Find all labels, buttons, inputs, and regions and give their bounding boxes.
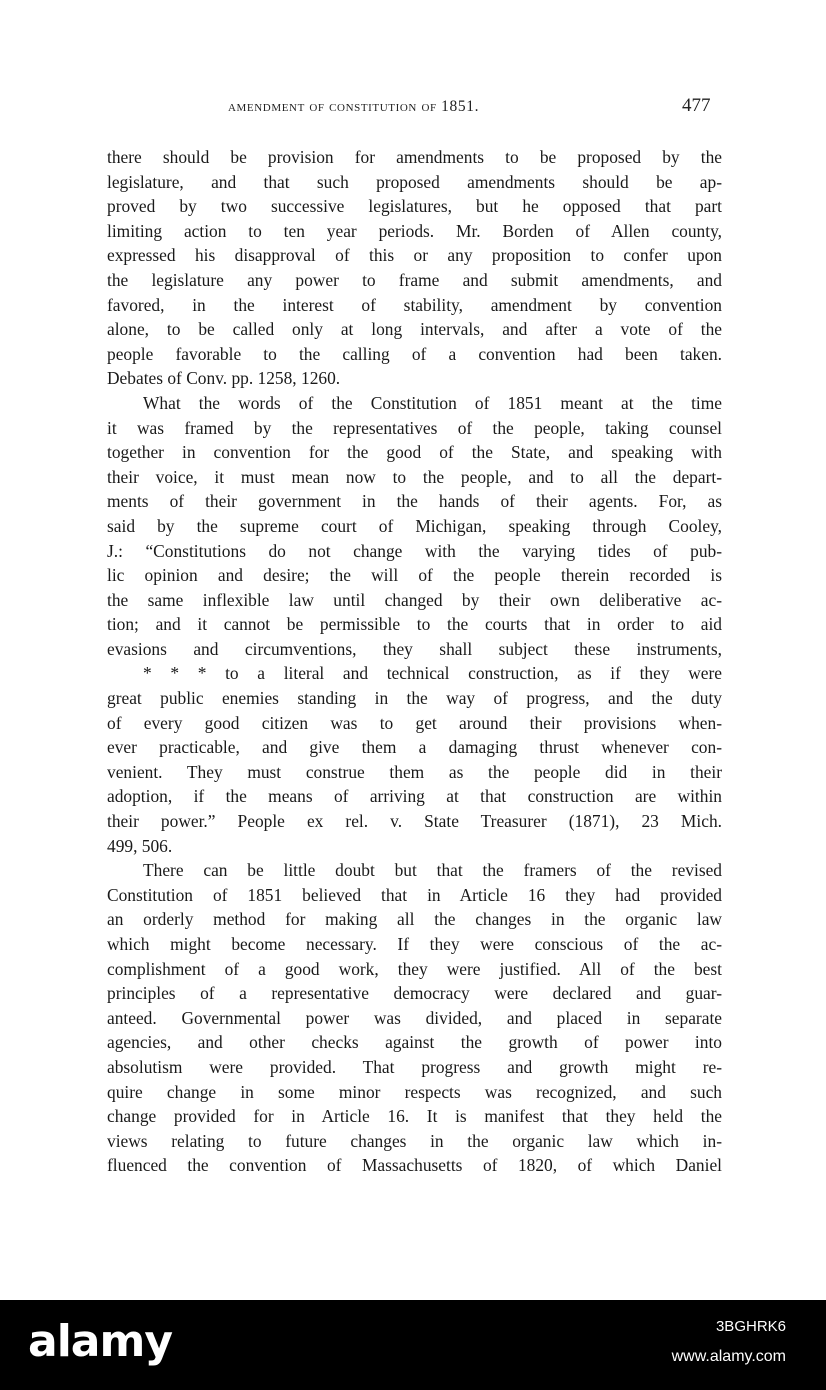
- text-line: ments of their government in the hands of their agents. For, as: [107, 491, 722, 512]
- text-line: lic opinion and desire; the will of the people therein recorded is: [107, 565, 722, 586]
- text-line: great public enemies standing in the way of progress, and the duty: [107, 688, 722, 709]
- page-number: 477: [682, 95, 711, 116]
- text-line: alone, to be called only at long intervals, and after a vote of the: [107, 319, 722, 340]
- text-line: the same inflexible law until changed by their own deliberative ac-: [107, 589, 722, 610]
- stock-watermark-bar: [0, 1300, 826, 1390]
- text-line: their voice, it must mean now to the people, and to all the depart-: [107, 466, 722, 487]
- text-line: evasions and circumventions, they shall subject these instruments,: [107, 638, 722, 659]
- text-line: ever practicable, and give them a damaging thrust whenever con-: [107, 737, 722, 758]
- text-line: expressed his disapproval of this or any proposition to confer upon: [107, 245, 722, 266]
- text-line: quire change in some minor respects was recognized, and such: [107, 1081, 722, 1102]
- text-line: tion; and it cannot be permissible to the courts that in order to aid: [107, 614, 722, 635]
- text-line: the legislature any power to frame and submit amendments, and: [107, 269, 722, 290]
- text-line: What the words of the Constitution of 1851 meant at the time: [143, 392, 722, 413]
- text-line: adoption, if the means of arriving at that construction are within: [107, 786, 722, 807]
- text-line: 499, 506.: [107, 835, 173, 856]
- image-id: 3BGHRK6: [715, 1318, 786, 1335]
- text-line: principles of a representative democracy were declared and guar-: [107, 983, 722, 1004]
- text-line: an orderly method for making all the changes in the organic law: [107, 909, 722, 930]
- text-line: complishment of a good work, they were justified. All of the best: [107, 958, 722, 979]
- text-line: together in convention for the good of the State, and speaking with: [107, 442, 722, 463]
- text-line: views relating to future changes in the organic law which in-: [107, 1130, 722, 1151]
- text-line: change provided for in Article 16. It is manifest that they held the: [107, 1106, 722, 1127]
- running-head: [0, 95, 826, 122]
- text-line: venient. They must construe them as the people did in their: [107, 761, 722, 782]
- running-title: amendment of constitution of 1851.: [228, 98, 480, 115]
- text-line: of every good citizen was to get around their provisions when-: [107, 712, 722, 733]
- alamy-logo: alamy: [28, 1316, 172, 1367]
- text-line: J.: “Constitutions do not change with the varying tides of pub-: [107, 540, 722, 561]
- text-line: which might become necessary. If they were conscious of the ac-: [107, 934, 722, 954]
- text-line: proved by two successive legislatures, but he opposed that part: [107, 196, 722, 217]
- stock-url: www.alamy.com: [671, 1348, 786, 1365]
- text-line: it was framed by the representatives of the people, taking counsel: [107, 417, 722, 438]
- text-line: anteed. Governmental power was divided, and placed in separate: [107, 1007, 722, 1028]
- text-line: Constitution of 1851 believed that in Article 16 they had provided: [107, 884, 722, 905]
- text-line: favored, in the interest of stability, amendment by convention: [107, 294, 722, 315]
- text-line: * * * to a literal and technical construction, as if they were: [143, 663, 722, 684]
- body-text: [107, 145, 722, 1178]
- text-line: Debates of Conv. pp. 1258, 1260.: [107, 368, 341, 389]
- text-line: said by the supreme court of Michigan, speaking through Cooley,: [107, 515, 722, 536]
- text-line: agencies, and other checks against the growth of power into: [107, 1032, 722, 1053]
- text-line: limiting action to ten year periods. Mr. Borden of Allen county,: [107, 220, 722, 241]
- text-line: there should be provision for amendments to be proposed by the: [107, 147, 722, 167]
- text-line: There can be little doubt but that the framers of the revised: [143, 860, 722, 881]
- text-line: fluenced the convention of Massachusetts of 1820, of which Daniel: [107, 1155, 722, 1176]
- text-line: their power.” People ex rel. v. State Treasurer (1871), 23 Mich.: [107, 811, 722, 832]
- text-line: people favorable to the calling of a convention had been taken.: [107, 343, 722, 364]
- text-line: absolutism were provided. That progress and growth might re-: [107, 1056, 722, 1077]
- text-line: legislature, and that such proposed amendments should be ap-: [107, 171, 722, 192]
